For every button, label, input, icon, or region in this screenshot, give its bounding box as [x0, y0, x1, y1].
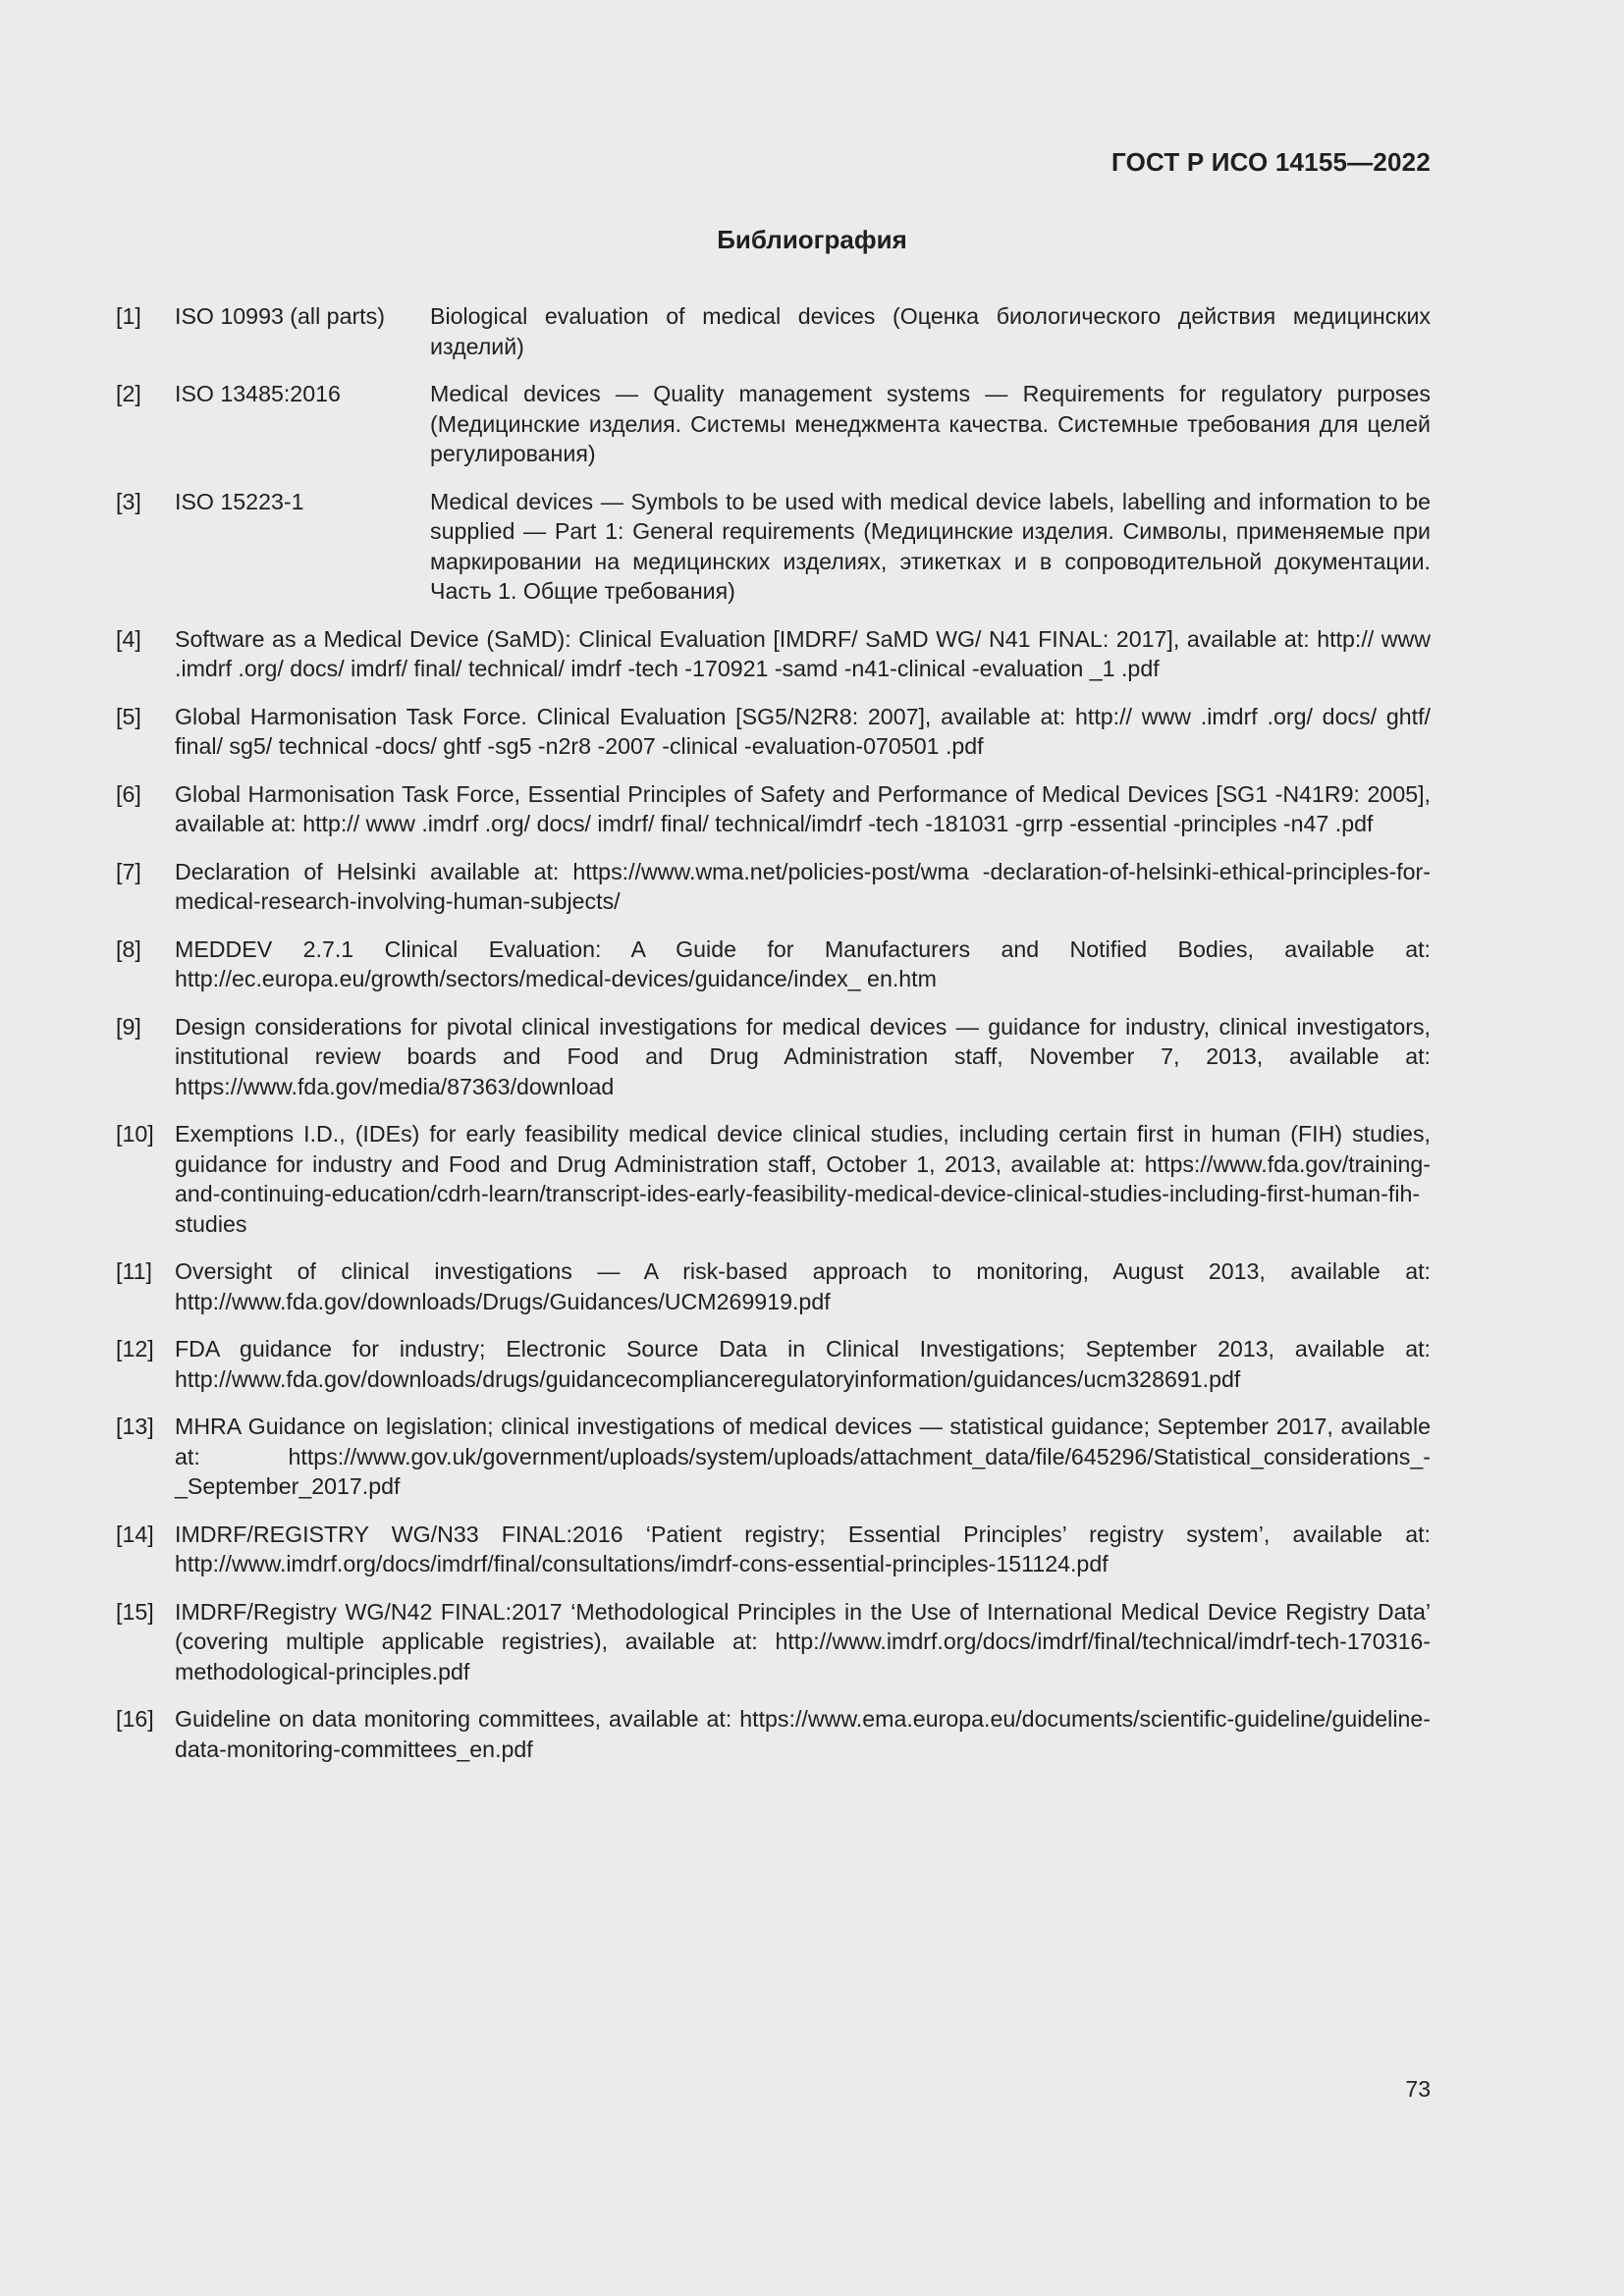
entry-text: Medical devices — Quality management systems — Requirements for regulatory purposes (Медицинские изделия. Системы менеджмента качества. Системные требования для целей регулирования)	[430, 381, 1431, 466]
bibliography-entry	[116, 301, 1431, 361]
bibliography-entry	[116, 1012, 1431, 1102]
entry-number: [15]	[116, 1598, 154, 1625]
entry-text: Oversight of clinical investigations — A risk-based approach to monitoring, August 2013, available at: http://www.fda.gov/downloads/Drugs/Guidances/UCM269919.pdf	[175, 1258, 1431, 1314]
bibliography-entry	[116, 702, 1431, 762]
bibliography-entry	[116, 1119, 1431, 1239]
entry-text: Global Harmonisation Task Force, Essential Principles of Safety and Performance of Medical Devices [SG1 -N41R9: 2005], available at: http:// www .imdrf .org/ docs/ imdrf/ final/ technical/imdrf -tech -181031 -grrp -essential -principles -n47 .pdf	[175, 780, 1431, 836]
entry-text: MEDDEV 2.7.1 Clinical Evaluation: A Guide for Manufacturers and Notified Bodies, available at: http://ec.europa.eu/growth/sectors/medical-devices/guidance/index_ en.htm	[175, 935, 1431, 991]
entry-number: [6]	[116, 780, 141, 807]
bibliography-entry	[116, 1334, 1431, 1394]
entry-text: IMDRF/REGISTRY WG/N33 FINAL:2016 ‘Patient registry; Essential Principles’ registry system’, available at: http://www.imdrf.org/docs/imdrf/final/consultations/imdrf-cons-essential-principles-151124.pdf	[175, 1521, 1431, 1576]
entry-number: [3]	[116, 488, 141, 514]
entry-number: [4]	[116, 625, 141, 652]
entry-number: [14]	[116, 1521, 154, 1547]
entry-number: [7]	[116, 858, 141, 884]
entry-number: [11]	[116, 1258, 152, 1284]
entry-number: [8]	[116, 935, 141, 962]
standard-reference: ISO 10993 (all parts)	[175, 303, 385, 329]
entry-number: [10]	[116, 1121, 154, 1147]
page-number: 73	[1405, 2076, 1431, 2102]
entry-number: [9]	[116, 1013, 141, 1040]
entry-number: [13]	[116, 1414, 154, 1439]
entry-number: [2]	[116, 381, 141, 406]
entry-text: Biological evaluation of medical devices (Оценка биологического действия медицинских изделий)	[430, 303, 1431, 359]
entry-number: [1]	[116, 303, 141, 329]
entry-number: [16]	[116, 1706, 154, 1732]
bibliography-list	[116, 301, 1431, 1782]
entry-number: [5]	[116, 703, 141, 729]
entry-number: [12]	[116, 1336, 154, 1362]
entry-text: IMDRF/Registry WG/N42 FINAL:2017 ‘Methodological Principles in the Use of International Medical Device Registry Data’ (covering multiple applicable registries), available at: http://www.imdrf.org/docs/imdrf/final/technical/imdrf-tech-170316-methodological-principles.pdf	[175, 1598, 1431, 1684]
bibliography-entry	[116, 1704, 1431, 1764]
standard-reference: ISO 15223-1	[175, 488, 304, 514]
entry-text: Declaration of Helsinki available at: https://www.wma.net/policies-post/wma -declaration-of-helsinki-ethical-principles-for-medical-research-involving-human-subjects/	[175, 858, 1431, 914]
bibliography-entry	[116, 1520, 1431, 1579]
document-id: ГОСТ Р ИСО 14155—2022	[1110, 147, 1431, 177]
bibliography-entry	[116, 934, 1431, 994]
bibliography-entry	[116, 379, 1431, 469]
entry-text: Guideline on data monitoring committees, available at: https://www.ema.europa.eu/documents/scientific-guideline/guideline-data-monitoring-committees_en.pdf	[175, 1706, 1431, 1762]
entry-text: Software as a Medical Device (SaMD): Clinical Evaluation [IMDRF/ SaMD WG/ N41 FINAL: 2017], available at: http:// www .imdrf .org/ docs/ imdrf/ final/ technical/ imdrf -tech -170921 -samd -n41-clinical -evaluation _1 .pdf	[175, 625, 1431, 681]
bibliography-entry	[116, 1256, 1431, 1316]
standard-reference: ISO 13485:2016	[175, 381, 341, 406]
entry-text: Exemptions I.D., (IDEs) for early feasibility medical device clinical studies, including certain first in human (FIH) studies, guidance for industry and Food and Drug Administration staff, October 1, 2013, available at: https://www.fda.gov/training-and-continuing-education/cdrh-learn/transcript-ides-early-feasibility-medical-device-clinical-studies-including-first-human-fih-studies	[175, 1121, 1431, 1237]
entry-text: Medical devices — Symbols to be used with medical device labels, labelling and information to be supplied — Part 1: General requirements (Медицинские изделия. Символы, применяемые при маркировании на медицинских изделиях, этикетках и в сопроводительной документации. Часть 1. Общие требования)	[430, 488, 1431, 604]
bibliography-entry	[116, 779, 1431, 839]
entry-text: MHRA Guidance on legislation; clinical investigations of medical devices — statistical guidance; September 2017, available at: https://www.gov.uk/government/uploads/system/uploads/attachment_data/file/645296/Statistical_considerations_-_September_2017.pdf	[175, 1414, 1431, 1499]
bibliography-entry	[116, 624, 1431, 684]
bibliography-entry	[116, 1597, 1431, 1687]
entry-text: Global Harmonisation Task Force. Clinical Evaluation [SG5/N2R8: 2007], available at: http:// www .imdrf .org/ docs/ ghtf/ final/ sg5/ technical -docs/ ghtf -sg5 -n2r8 -2007 -clinical -evaluation-070501 .pdf	[175, 703, 1431, 759]
bibliography-entry	[116, 1412, 1431, 1502]
entry-text: Design considerations for pivotal clinical investigations for medical devices — guidance for industry, clinical investigators, institutional review boards and Food and Drug Administration staff, November 7, 2013, available at: https://www.fda.gov/media/87363/download	[175, 1013, 1431, 1099]
entry-text: FDA guidance for industry; Electronic Source Data in Clinical Investigations; September 2013, available at: http://www.fda.gov/downloads/drugs/guidancecomplianceregulatoryinformation/guidances/ucm328691.pdf	[175, 1336, 1431, 1392]
bibliography-entry	[116, 857, 1431, 917]
page-title: Библиография	[717, 225, 907, 254]
bibliography-entry	[116, 487, 1431, 607]
